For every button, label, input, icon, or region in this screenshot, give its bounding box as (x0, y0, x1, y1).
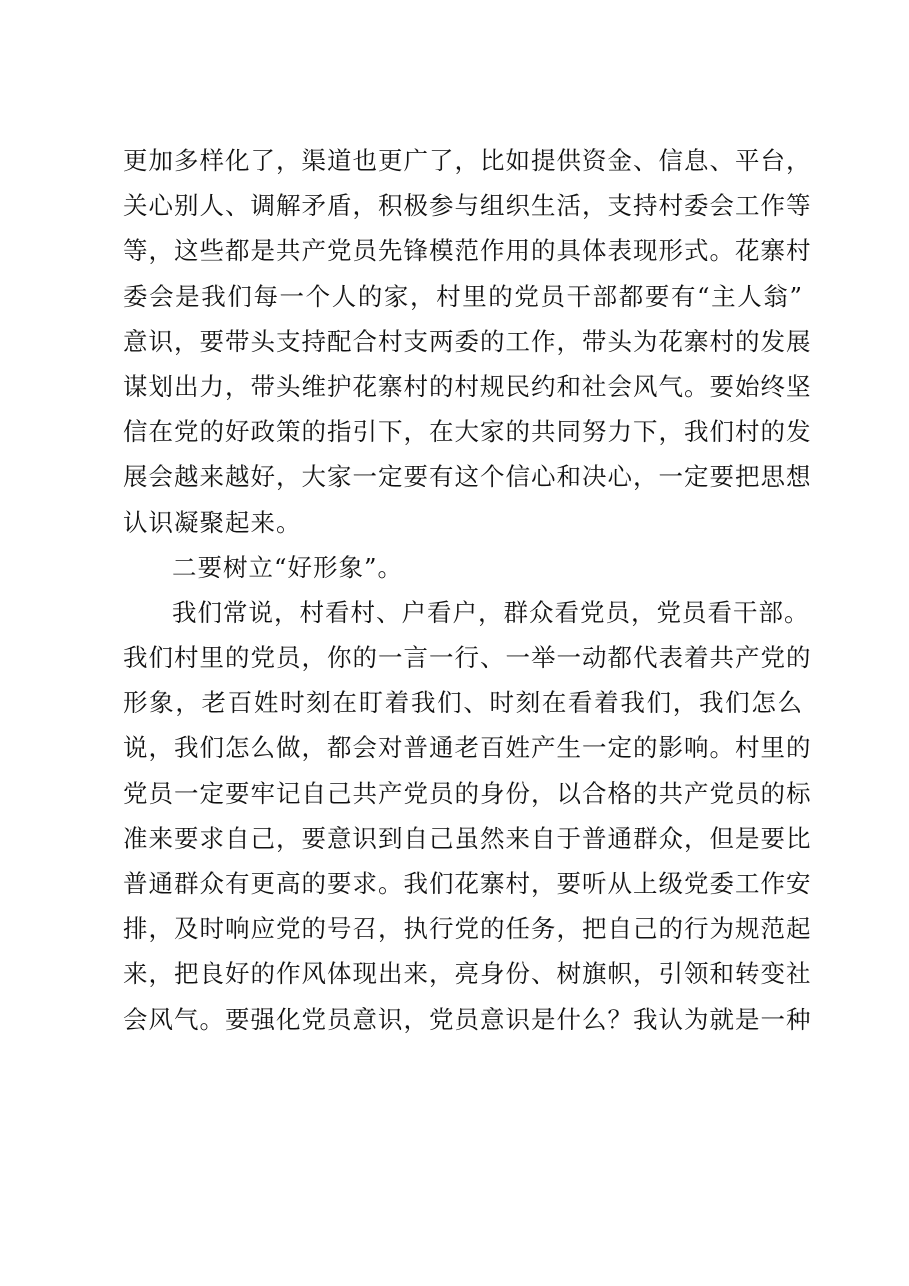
paragraph-first-line: 我们常说，村看村、户看户，群众看党员，党员看干部。 (172, 597, 810, 627)
text-line: 委会是我们每一个人的家，村里的党员干部都要有“主人翁” (123, 281, 803, 311)
text-line: 普通群众有更高的要求。我们花寨村，要听从上级党委工作安 (123, 869, 812, 898)
text-line: 信在党的好政策的指引下，在大家的共同努力下，我们村的发 (123, 417, 812, 447)
section-heading: 二要树立“好形象”。 (172, 552, 404, 582)
text-line: 意识，要带头支持配合村支两委的工作，带头为花寨村的发展 (123, 326, 812, 356)
text-line: 来，把良好的作风体现出来，亮身份、树旗帜，引领和转变社 (123, 959, 812, 989)
text-line: 形象，老百姓时刻在盯着我们、时刻在看着我们，我们怎么 (123, 688, 803, 718)
text-line: 党员一定要牢记自己共产党员的身份，以合格的共产党员的标 (123, 778, 812, 808)
text-line: 关心别人、调解矛盾，积极参与组织生活，支持村委会工作等 (123, 191, 812, 221)
text-line: 谋划出力，带头维护花寨村的村规民约和社会风气。要始终坚 (123, 371, 812, 401)
text-line: 说，我们怎么做，都会对普通老百姓产生一定的影响。村里的 (123, 733, 812, 763)
paragraph-end-line: 认识凝聚起来。 (123, 507, 302, 537)
text-line: 准来要求自己，要意识到自己虽然来自于普通群众，但是要比 (123, 823, 812, 853)
text-line: 更加多样化了，渠道也更广了，比如提供资金、信息、平台， (123, 146, 812, 175)
text-line: 会风气。要强化党员意识，党员意识是什么？我认为就是一种 (123, 1004, 812, 1034)
text-line: 我们村里的党员，你的一言一行、一举一动都代表着共产党的 (123, 643, 812, 673)
text-line: 等，这些都是共产党员先锋模范作用的具体表现形式。花寨村 (123, 236, 812, 266)
document-body (123, 138, 812, 1042)
text-line: 排，及时响应党的号召，执行党的任务，把自己的行为规范起 (123, 914, 812, 944)
text-line: 展会越来越好，大家一定要有这个信心和决心，一定要把思想 (123, 462, 812, 492)
